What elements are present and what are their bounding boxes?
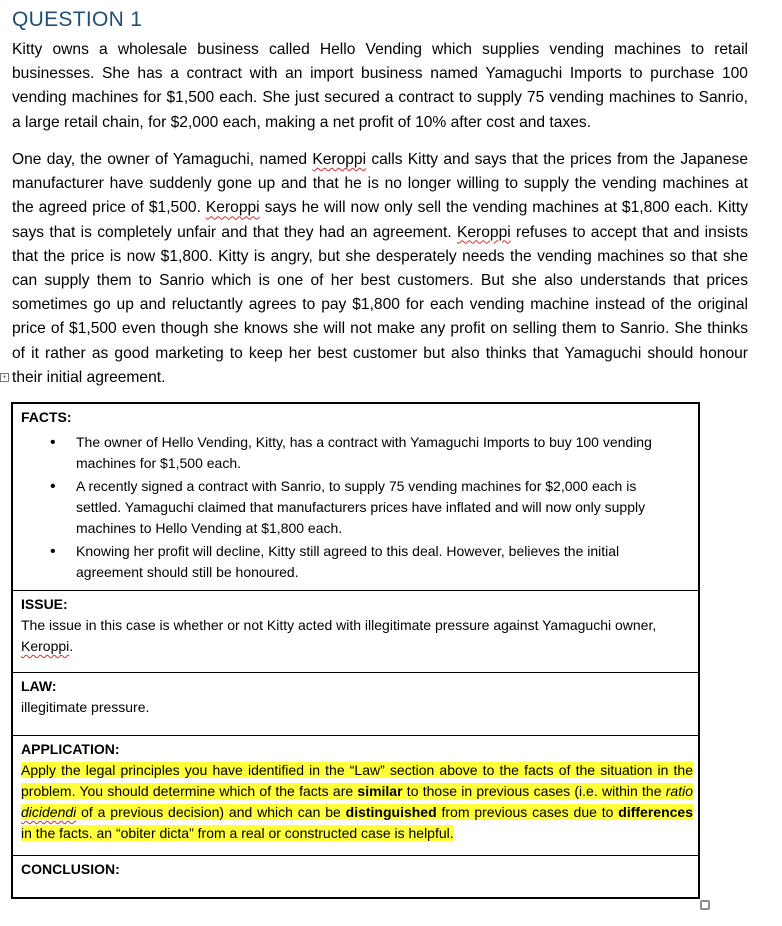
facts-item: • Knowing her profit will decline, Kitty still agreed to this deal. However, believes the initial agreement should still be honoured. [76, 541, 690, 583]
highlighted-italic-text: ratio [665, 783, 693, 799]
spelling-flagged-name[interactable]: Keroppi [21, 638, 70, 654]
table-resize-handle-icon[interactable] [700, 900, 710, 910]
spelling-flagged-word[interactable]: dicidendi [21, 804, 77, 820]
highlighted-bold-text: similar [357, 783, 403, 799]
facts-item: • A recently signed a contract with Sanrio, to supply 75 vending machines for $2,000 each is settled. Yamaguchi claimed that manufacturers prices have inflated and will now only supply machines to Hello Vending at $1,800 each. [76, 476, 690, 539]
spelling-flagged-name[interactable]: Keroppi [205, 199, 260, 217]
issue-label: ISSUE: [21, 596, 68, 612]
law-text: illegitimate pressure. [21, 699, 150, 715]
facts-label: FACTS: [21, 409, 72, 425]
scenario-paragraph-2 [12, 148, 748, 390]
law-label: LAW: [21, 678, 57, 694]
highlighted-text: from previous cases due to [436, 804, 619, 820]
facts-item: • The owner of Hello Vending, Kitty, has a contract with Yamaguchi Imports to buy 100 vending machines for $1,500 each. [76, 432, 690, 474]
conclusion-cell[interactable] [13, 856, 698, 897]
issue-sentence: The issue in this case is whether or not Kitty acted with illegitimate pressure against Yamaguchi owner, [21, 617, 657, 633]
highlighted-text: Apply the legal principles you have identified in the “Law” section above to the facts of the situation in the problem. You should determine which of the facts are [21, 762, 693, 799]
p2-text: calls Kitty and says that the prices from the Japanese manufacturer have suddenly gone up and that he is no longer willing to supply the vending machines at the agreed price of $1,500. [12, 151, 748, 217]
law-cell[interactable] [13, 673, 698, 736]
facts-cell[interactable] [13, 404, 698, 591]
p2-text: says he will now only sell the vending machines at $1,800 each. Kitty says that is completely unfair and that they had an agreement. [12, 199, 748, 241]
highlighted-text: to those in previous cases (i.e. within the [402, 783, 666, 799]
p2-text: refuses to accept that and insists that the price is now $1,800. Kitty is angry, but she desperately needs the vending machines so that she can supply them to Sanrio which is one of her best customers. But she also understands that prices sometimes go up and reluctantly agrees to pay $1,800 for each vending machine instead of the original price of $1,500 even though she knows she will not make any profit on selling them to Sanrio. She thinks of it rather as good marketing to keep her best customer but also thinks that Yamaguchi should honour their initial agreement. [12, 223, 749, 386]
highlighted-text: of a previous decision) and which can be [76, 804, 346, 820]
application-text [21, 760, 693, 844]
application-cell[interactable] [13, 736, 698, 856]
spelling-flagged-name[interactable]: Keroppi [312, 151, 367, 168]
highlighted-text: in the facts. an “obiter dicta” from a real or constructed case is helpful. [21, 825, 454, 841]
analysis-table [11, 402, 700, 899]
facts-list [21, 432, 690, 583]
p2-text: One day, the owner of Yamaguchi, named [12, 151, 313, 168]
question-heading: QUESTION 1 [12, 8, 143, 31]
issue-text [21, 615, 690, 657]
issue-cell[interactable] [13, 591, 698, 673]
issue-period: . [69, 638, 74, 654]
highlighted-bold-text: distinguished [345, 804, 437, 820]
highlighted-bold-text: differences [618, 804, 693, 820]
application-label: APPLICATION: [21, 741, 120, 757]
table-move-handle-icon[interactable]: + [0, 373, 9, 382]
scenario-paragraph-1: Kitty owns a wholesale business called Hello Vending which supplies vending machines to retail businesses. She has a contract with an import business named Yamaguchi Imports to purchase 100 vending machines for $1,500 each. She just secured a contract to supply 75 vending machines to Sanrio, a large retail chain, for $2,000 each, making a net profit of 10% after cost and taxes. [12, 41, 748, 131]
conclusion-label: CONCLUSION: [21, 861, 120, 877]
spelling-flagged-name[interactable]: Keroppi [456, 223, 511, 241]
